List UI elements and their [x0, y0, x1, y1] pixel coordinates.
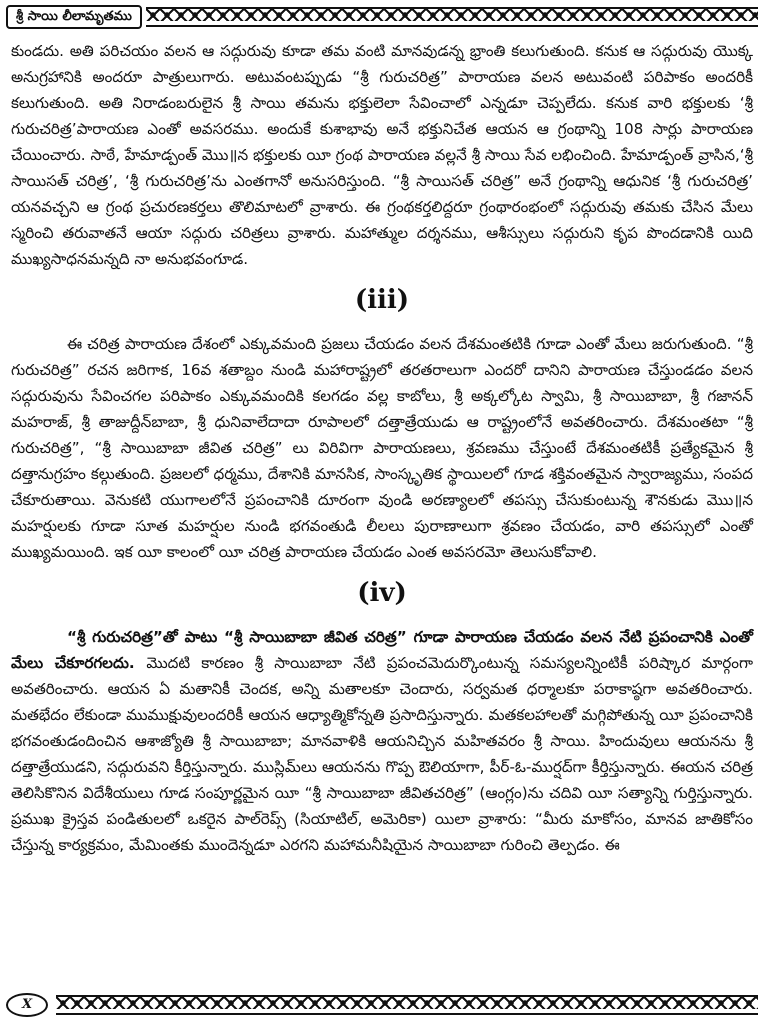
paragraph-section-iv-lead: “శ్రీ గురుచరిత్ర”తో పాటు “శ్రీ సాయిబాబా జీవిత చరిత్ర” గూడా పారాయణ చేయడం వలన నేటి ప్రపంచానికి ఎంతో మేలు చేకూరగలదు.	[11, 628, 753, 672]
page-number: X	[6, 993, 48, 1017]
paragraph-section-iv	[11, 624, 753, 858]
running-title: శ్రీ సాయి లీలామృతము	[6, 5, 142, 29]
paragraph-section-iv-body: మొదటి కారణం శ్రీ సాయిబాబా నేటి ప్రపంచమెదుర్కొంటున్న సమస్యలన్నింటికీ పరిష్కార మార్గంగా అవతరించారు. ఆయన ఏ మతానికీ చెందక, అన్ని మతాలకూ చెందారు, సర్వమత ధర్మాలకూ పరాకాష్ఠగా అవతరించారు. మతభేదం లేకుండా ముముక్షువులందరికీ ఆయన ఆధ్యాత్మికోన్నతి ప్రసాదిస్తున్నారు. మతకలహాలతో మగ్గిపోతున్న యీ ప్రపంచానికి భగవంతుడందించిన ఆశాజ్యోతి శ్రీ సాయిబాబా; మానవాళికి ఆయనిచ్చిన మహితవరం శ్రీ సాయి. హిందువులు ఆయనను శ్రీ దత్తాత్రేయుడని, సద్గురువని కీర్తిస్తున్నారు. ముస్లిమ్‌లు ఆయనను గొప్ప ఔలియాగా, పీర్-ఓ-ముర్షద్‌గా కీర్తిస్తున్నారు. ఈయన చరిత్ర తెలిసికొనిన విదేశీయులు గూడ సంపూర్ణమైన యీ “శ్రీ సాయిబాబా జీవితచరిత్ర” (ఆంగ్లం)ను చదివి యీ సత్యాన్ని గుర్తిస్తున్నారు. ప్రముఖ క్రైస్తవ పండితులలో ఒకరైన పాల్‌రెప్స్ (సియాటిల్, అమెరికా) యిలా వ్రాశారు: “మీరు మాకోసం, మానవ జాతికోసం చేస్తున్న కార్యక్రమం, మేమింతకు ముందెన్నడూ ఎరగని మహామనీషియైన సాయిబాబా గురించి తెల్పడం. ఈ	[11, 654, 753, 854]
decorative-border-top	[146, 7, 758, 27]
section-heading-iv: (iv)	[357, 578, 407, 608]
page-header	[6, 4, 758, 30]
paragraph-section-iii: ఈ చరిత్ర పారాయణ దేశంలో ఎక్కువమంది ప్రజలు చేయడం వలన దేశమంతటికి గూడా ఎంతో మేలు జరుగుతుంది. “శ్రీ గురుచరిత్ర” రచన జరిగాక, 16వ శతాబ్దం నుండి మహారాష్ట్రలో తరతరాలుగా ఎందరో దానిని పారాయణ చేస్తుండడం వలన సద్గురువును సేవించగల పరిపాకం ఎక్కువమందికి కలగడం వల్ల కాబోలు, శ్రీ అక్కల్కోట స్వామి, శ్రీ సాయిబాబా, శ్రీ గజానన్ మహరాజ్, శ్రీ తాజుద్దీన్‌బాబా, శ్రీ ధునివాలేదాదా రూపాలలో దత్తాత్రేయుడు ఆ రాష్ట్రంలోనే అవతరించారు. దేశమంతటా “శ్రీ గురుచరిత్ర”, “శ్రీ సాయిబాబా జీవిత చరిత్ర” లు విరివిగా పారాయణలు, శ్రవణము చేస్తుంటే దేశమంతటికీ ప్రత్యేకమైన శ్రీ దత్తానుగ్రహం కల్గుతుంది. ప్రజలలో ధర్మము, దేశానికి మానసిక, సాంస్కృతిక స్థాయిలలో గూడ శక్తివంతమైన స్వారాజ్యము, సంపద చేకూరుతాయి. వెనుకటి యుగాలలోనే ప్రపంచానికి దూరంగా వుండి అరణ్యాలలో తపస్సు చేసుకుంటున్న శౌనకుడు మొు॥న మహర్షులకు గూడా సూత మహర్షుల నుండి భగవంతుడి లీలలు పురాణాలుగా శ్రవణం చేయడం, వారి తపస్సులో ఎంతో ముఖ్యమయింది. ఇక యీ కాలంలో యీ చరిత్ర పారాయణ చేయడం ఎంత అవసరమో తెలుసుకోవాలి.	[11, 335, 753, 561]
page-body	[11, 38, 753, 858]
section-heading-iii: (iii)	[354, 285, 410, 315]
page-footer	[6, 992, 758, 1018]
paragraph-intro: కుండదు. అతి పరిచయం వలన ఆ సద్గురువు కూడా తమ వంటి మానవుడన్న భ్రాంతి కలుగుతుంది. కనుక ఆ సద్గురువు యొక్క అనుగ్రహానికి అందరూ పాత్రులుగారు. అటువంటప్పుడు “శ్రీ గురుచరిత్ర” పారాయణ వలన అటువంటి పరిపాకం అందరికీ కలుగుతుంది. అతి నిరాడంబరులైన శ్రీ సాయి తమను భక్తులెలా సేవించాలో ఎన్నడూ చెప్పలేదు. కనుక వారి భక్తులకు ‘శ్రీ గురుచరిత్ర’పారాయణ ఎంతో అవసరము. అందుకే కుశాభావు అనే భక్తునిచేత ఆయన ఆ గ్రంథాన్ని 108 సార్లు పారాయణ చేయించారు. సాఠే, హేమాడ్పంత్ మొు॥న భక్తులకు యీ గ్రంథ పారాయణ వల్లనే శ్రీ సాయి సేవ లభించింది. హేమాడ్పంత్ వ్రాసిన,‘శ్రీ సాయిసత్ చరిత్ర’, ‘శ్రీ గురుచరిత్ర’ను ఎంతగానో అనుసరిస్తుంది. “శ్రీ సాయిసత్ చరిత్ర” అనే గ్రంథాన్ని ఆధునిక ‘శ్రీ గురుచరిత్ర’ యనవచ్చని ఆ గ్రంథ ప్రచురణకర్తలు తొలిమాటలో వ్రాశారు. ఈ గ్రంథకర్తలిద్దరూ గ్రంథారంభంలో సద్గురువు తమకు చేసిన మేలు స్మరించి తరువాతనే ఆయా సద్గురు చరిత్రలు వ్రాశారు. మహాత్ముల దర్శనము, ఆశీస్సులు సద్గురుని కృప పొందడానికి యిది ముఖ్యసాధనమన్నది నా అనుభవంగూడ.	[11, 42, 753, 268]
decorative-border-bottom	[56, 995, 758, 1015]
